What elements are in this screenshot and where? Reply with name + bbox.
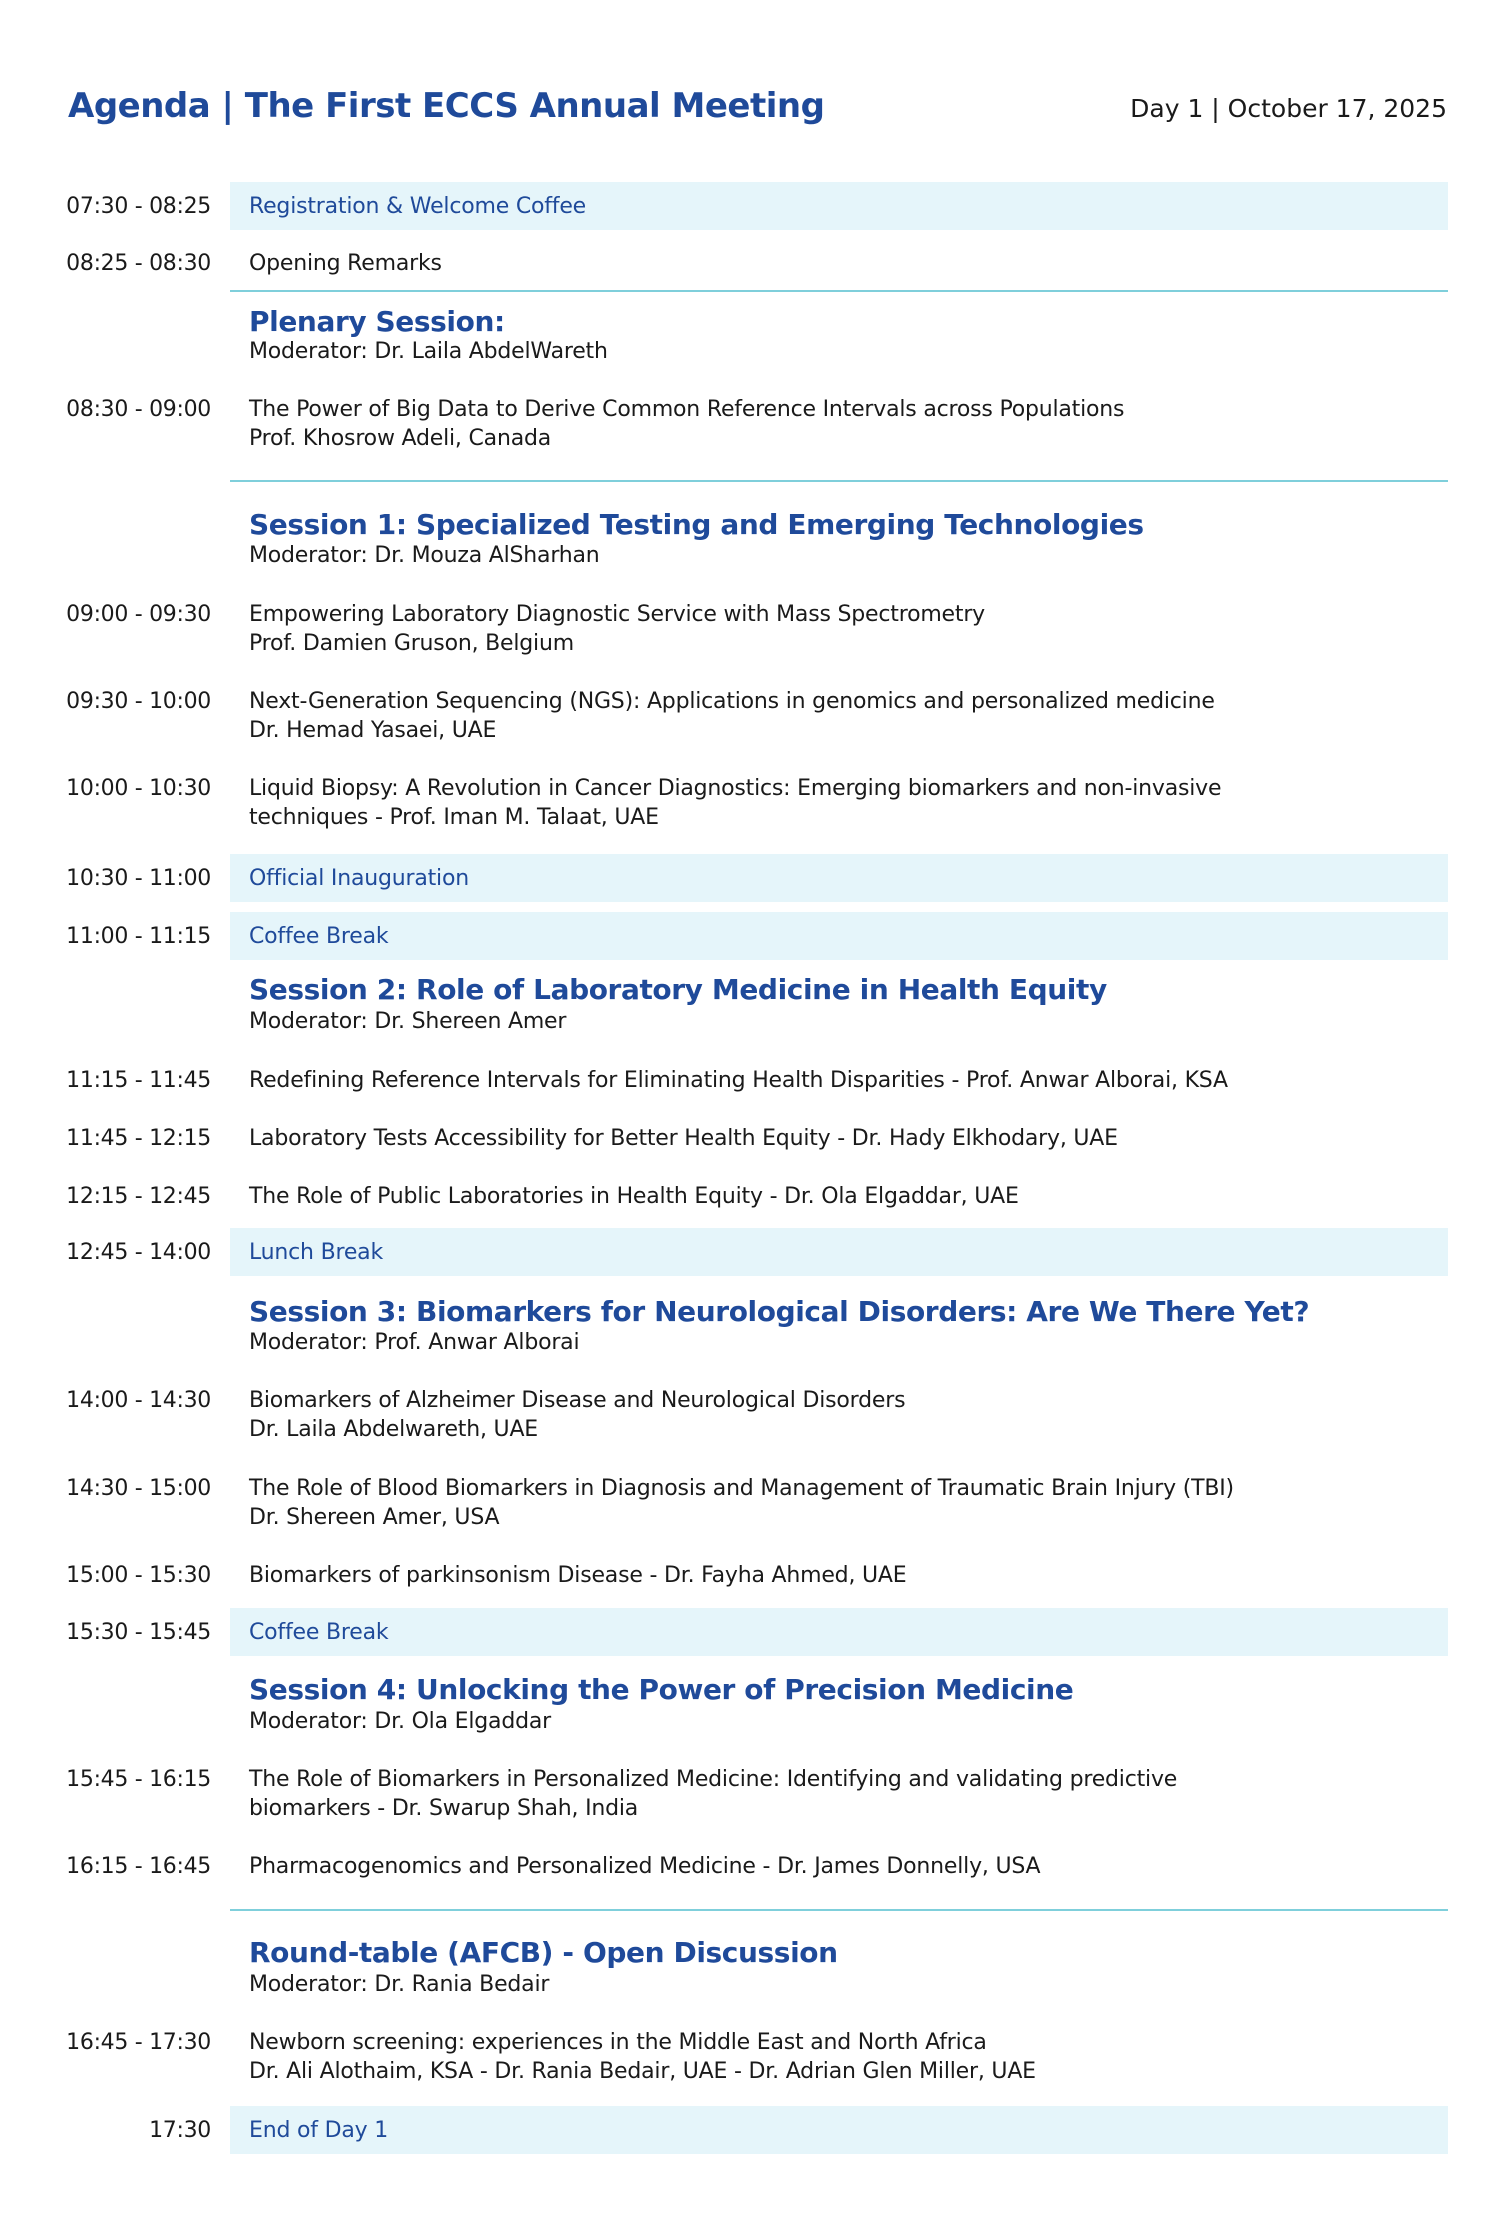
- time-slot: 11:45 - 12:15: [66, 1126, 211, 1151]
- talk-title: Redefining Reference Intervals for Eliminating Health Disparities - Prof. Anwar Alborai, KSA: [249, 1068, 1228, 1093]
- highlight-row-lunch-break: [230, 1228, 1448, 1276]
- agenda-item: [249, 395, 1449, 453]
- agenda-item: [249, 687, 1449, 745]
- band-label: Coffee Break: [249, 1620, 389, 1645]
- session-heading-1: Session 1: Specialized Testing and Emerging Technologies: [249, 508, 1144, 541]
- agenda-item: [249, 1852, 1449, 1881]
- time-slot: 17:30: [149, 2118, 211, 2143]
- highlight-row-coffee-break: [230, 1608, 1448, 1656]
- talk-title: Next-Generation Sequencing (NGS): Applications in genomics and personalized medicine: [249, 689, 1215, 714]
- session-heading-2: Session 2: Role of Laboratory Medicine in Health Equity: [249, 973, 1107, 1006]
- time-slot: 08:30 - 09:00: [66, 397, 211, 422]
- time-slot: 12:45 - 14:00: [66, 1240, 211, 1265]
- session-heading-3: Session 3: Biomarkers for Neurological Disorders: Are We There Yet?: [249, 1295, 1310, 1328]
- time-slot: 15:00 - 15:30: [66, 1563, 211, 1588]
- talk-speaker: techniques - Prof. Iman M. Talaat, UAE: [249, 805, 659, 830]
- agenda-item: [249, 2028, 1449, 2086]
- page-title: Agenda | The First ECCS Annual Meeting: [68, 86, 825, 126]
- time-slot: 07:30 - 08:25: [66, 194, 211, 219]
- session-moderator: Moderator: Dr. Shereen Amer: [249, 1009, 567, 1034]
- band-label: Lunch Break: [249, 1240, 384, 1265]
- agenda-item-opening: [249, 249, 1449, 278]
- time-slot: 10:30 - 11:00: [66, 866, 211, 891]
- agenda-item: [249, 600, 1449, 658]
- agenda-item: [249, 1124, 1449, 1153]
- section-divider: [230, 480, 1448, 482]
- time-slot: 08:25 - 08:30: [66, 251, 211, 276]
- time-slot: 15:30 - 15:45: [66, 1620, 211, 1645]
- highlight-row-end-of-day: [230, 2106, 1448, 2154]
- session-heading-4: Session 4: Unlocking the Power of Precision Medicine: [249, 1673, 1074, 1706]
- talk-title: The Role of Blood Biomarkers in Diagnosis and Management of Traumatic Brain Injury (TBI): [249, 1476, 1234, 1501]
- time-slot: 09:30 - 10:00: [66, 689, 211, 714]
- highlight-row-coffee-break: [230, 912, 1448, 960]
- agenda-item: [249, 1765, 1449, 1823]
- agenda-item: [249, 1066, 1449, 1095]
- talk-title: Laboratory Tests Accessibility for Better Health Equity - Dr. Hady Elkhodary, UAE: [249, 1126, 1118, 1151]
- session-moderator: Moderator: Dr. Mouza AlSharhan: [249, 543, 600, 568]
- time-slot: 15:45 - 16:15: [66, 1767, 211, 1792]
- time-slot: 10:00 - 10:30: [66, 776, 211, 801]
- talk-speaker: Dr. Shereen Amer, USA: [249, 1505, 500, 1530]
- highlight-row-inauguration: [230, 854, 1448, 902]
- talk-speaker: Prof. Khosrow Adeli, Canada: [249, 426, 552, 451]
- talk-title: Empowering Laboratory Diagnostic Service with Mass Spectrometry: [249, 602, 985, 627]
- agenda-item: [249, 1182, 1449, 1211]
- time-slot: 11:00 - 11:15: [66, 924, 211, 949]
- agenda-item: [249, 1474, 1449, 1532]
- event-date: Day 1 | October 17, 2025: [1130, 94, 1447, 123]
- time-slot: 09:00 - 09:30: [66, 602, 211, 627]
- talk-title: Pharmacogenomics and Personalized Medicine - Dr. James Donnelly, USA: [249, 1854, 1041, 1879]
- time-slot: 14:30 - 15:00: [66, 1476, 211, 1501]
- time-slot: 16:45 - 17:30: [66, 2030, 211, 2055]
- time-slot: 14:00 - 14:30: [66, 1388, 211, 1413]
- section-divider: [230, 1909, 1448, 1911]
- talk-title: Biomarkers of parkinsonism Disease - Dr. Fayha Ahmed, UAE: [249, 1563, 907, 1588]
- talk-title: Biomarkers of Alzheimer Disease and Neurological Disorders: [249, 1388, 906, 1413]
- session-moderator: Moderator: Dr. Ola Elgaddar: [249, 1709, 551, 1734]
- section-divider: [230, 290, 1448, 292]
- session-heading-plenary: Plenary Session:: [249, 305, 505, 338]
- item-title: Opening Remarks: [249, 251, 442, 276]
- agenda-item: [249, 1386, 1449, 1444]
- talk-title: The Role of Biomarkers in Personalized Medicine: Identifying and validating predictive: [249, 1767, 1178, 1792]
- talk-title: The Power of Big Data to Derive Common Reference Intervals across Populations: [249, 397, 1125, 422]
- talk-speaker: Dr. Ali Alothaim, KSA - Dr. Rania Bedair, UAE - Dr. Adrian Glen Miller, UAE: [249, 2059, 1036, 2084]
- talk-speaker: biomarkers - Dr. Swarup Shah, India: [249, 1796, 639, 1821]
- session-heading-roundtable: Round-table (AFCB) - Open Discussion: [249, 1936, 838, 1969]
- talk-speaker: Dr. Laila Abdelwareth, UAE: [249, 1417, 538, 1442]
- talk-title: Newborn screening: experiences in the Middle East and North Africa: [249, 2030, 987, 2055]
- talk-speaker: Prof. Damien Gruson, Belgium: [249, 631, 574, 656]
- highlight-row-registration: [230, 182, 1448, 230]
- band-label: Registration & Welcome Coffee: [249, 194, 587, 219]
- agenda-item: [249, 1561, 1449, 1590]
- band-label: Official Inauguration: [249, 866, 469, 891]
- band-label: End of Day 1: [249, 2118, 389, 2143]
- talk-title: Liquid Biopsy: A Revolution in Cancer Diagnostics: Emerging biomarkers and non-invasive: [249, 776, 1222, 801]
- agenda-item: [249, 774, 1449, 832]
- talk-speaker: Dr. Hemad Yasaei, UAE: [249, 718, 497, 743]
- time-slot: 11:15 - 11:45: [66, 1068, 211, 1093]
- time-slot: 16:15 - 16:45: [66, 1854, 211, 1879]
- band-label: Coffee Break: [249, 924, 389, 949]
- session-moderator: Moderator: Dr. Laila AbdelWareth: [249, 339, 608, 364]
- session-moderator: Moderator: Prof. Anwar Alborai: [249, 1330, 580, 1355]
- time-slot: 12:15 - 12:45: [66, 1184, 211, 1209]
- talk-title: The Role of Public Laboratories in Health Equity - Dr. Ola Elgaddar, UAE: [249, 1184, 1019, 1209]
- session-moderator: Moderator: Dr. Rania Bedair: [249, 1972, 550, 1997]
